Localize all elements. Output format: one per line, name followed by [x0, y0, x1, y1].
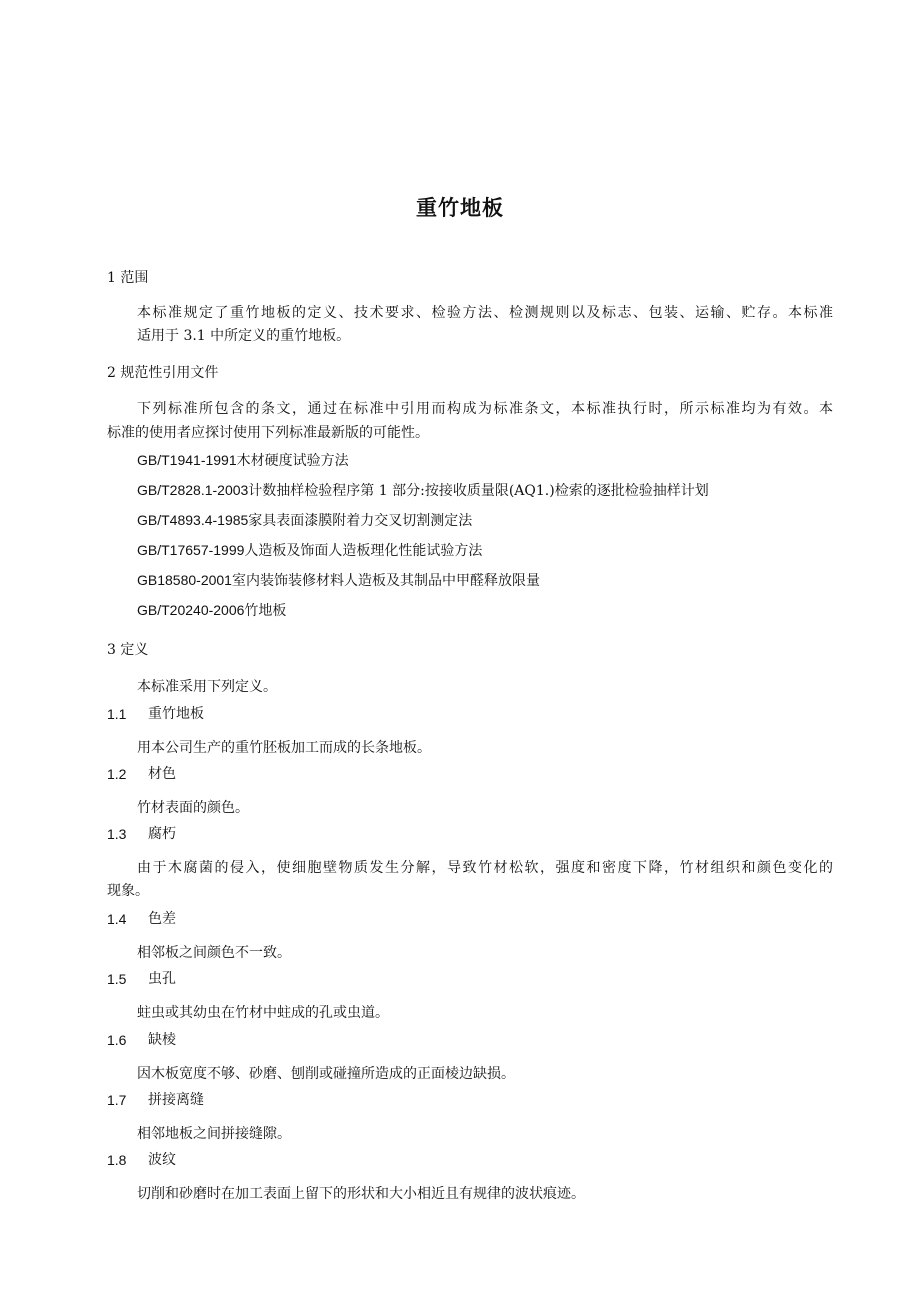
- definition-text: 蛀虫或其幼虫在竹材中蛀成的孔或虫道。: [137, 1005, 389, 1021]
- reference-item: [137, 450, 349, 471]
- document-title: 重竹地板: [416, 196, 504, 220]
- reference-title: 计数抽样检验程序第 1 部分:按接收质量限(AQ1.)检索的逐批检验抽样计划: [248, 483, 709, 499]
- definition-term: 材色: [148, 766, 176, 782]
- definition-text: 相邻板之间颜色不一致。: [137, 945, 291, 961]
- reference-code: GB/T17657-1999: [137, 542, 245, 558]
- definition-text-line-1: 由于木腐菌的侵入，使细胞壁物质发生分解，导致竹材松软，强度和密度下降，竹材组织和颜色变化的: [137, 860, 833, 876]
- definition-text: 竹材表面的颜色。: [137, 800, 249, 816]
- definition-number: 1.6: [107, 1032, 127, 1048]
- definition-term: 波纹: [148, 1152, 176, 1168]
- definition-number: 1.7: [107, 1092, 127, 1108]
- reference-code: GB/T2828.1-2003: [137, 482, 249, 498]
- definition-number: 1.4: [107, 911, 127, 927]
- references-paragraph-line-2: 标准的使用者应探讨使用下列标准最新版的可能性。: [107, 425, 429, 441]
- definition-term: 重竹地板: [148, 706, 204, 722]
- definition-text: 相邻地板之间拼接缝隙。: [137, 1126, 291, 1142]
- section-heading-scope: 1 范围: [107, 270, 149, 286]
- reference-title: 家具表面漆膜附着力交叉切割测定法: [248, 513, 473, 529]
- section-heading-normative-references: 2 规范性引用文件: [107, 365, 219, 381]
- definition-text: 因木板宽度不够、砂磨、刨削或碰撞所造成的正面棱边缺损。: [137, 1066, 515, 1082]
- definition-term: 拼接离缝: [148, 1092, 204, 1108]
- definition-number: 1.3: [107, 826, 127, 842]
- definition-text: 切削和砂磨时在加工表面上留下的形状和大小相近且有规律的波状痕迹。: [137, 1186, 585, 1202]
- reference-code: GB/T20240-2006: [137, 602, 245, 618]
- definition-text: 用本公司生产的重竹胚板加工而成的长条地板。: [137, 740, 431, 756]
- reference-code: GB/T1941-1991: [137, 452, 237, 468]
- reference-title: 室内装饰装修材料人造板及其制品中甲醛释放限量: [231, 573, 540, 589]
- reference-item: [137, 570, 540, 591]
- reference-title: 竹地板: [244, 603, 287, 619]
- definition-text-line-2: 现象。: [107, 883, 149, 899]
- scope-paragraph-line-1: 本标准规定了重竹地板的定义、技术要求、检验方法、检测规则以及标志、包装、运输、贮存。本标准: [137, 305, 833, 321]
- reference-item: [137, 600, 286, 621]
- definition-number: 1.5: [107, 971, 127, 987]
- definition-number: 1.1: [107, 706, 127, 722]
- reference-title: 木材硬度试验方法: [236, 453, 349, 469]
- definitions-intro: 本标准采用下列定义。: [137, 679, 277, 695]
- definition-term: 腐朽: [148, 826, 176, 842]
- scope-paragraph-line-2: 适用于 3.1 中所定义的重竹地板。: [137, 328, 351, 344]
- definition-number: 1.2: [107, 766, 127, 782]
- definition-term: 缺棱: [148, 1032, 176, 1048]
- definition-number: 1.8: [107, 1152, 127, 1168]
- section-heading-definitions: 3 定义: [107, 642, 149, 658]
- definition-term: 色差: [148, 911, 176, 927]
- references-paragraph-line-1: 下列标准所包含的条文，通过在标准中引用而构成为标准条文，本标准执行时，所示标准均为有效。本: [137, 401, 833, 417]
- reference-code: GB18580-2001: [137, 572, 232, 588]
- definition-term: 虫孔: [148, 971, 176, 987]
- reference-item: [137, 510, 472, 531]
- reference-title: 人造板及饰面人造板理化性能试验方法: [244, 543, 483, 559]
- reference-item: [137, 540, 482, 561]
- reference-item: [137, 480, 709, 501]
- reference-code: GB/T4893.4-1985: [137, 512, 249, 528]
